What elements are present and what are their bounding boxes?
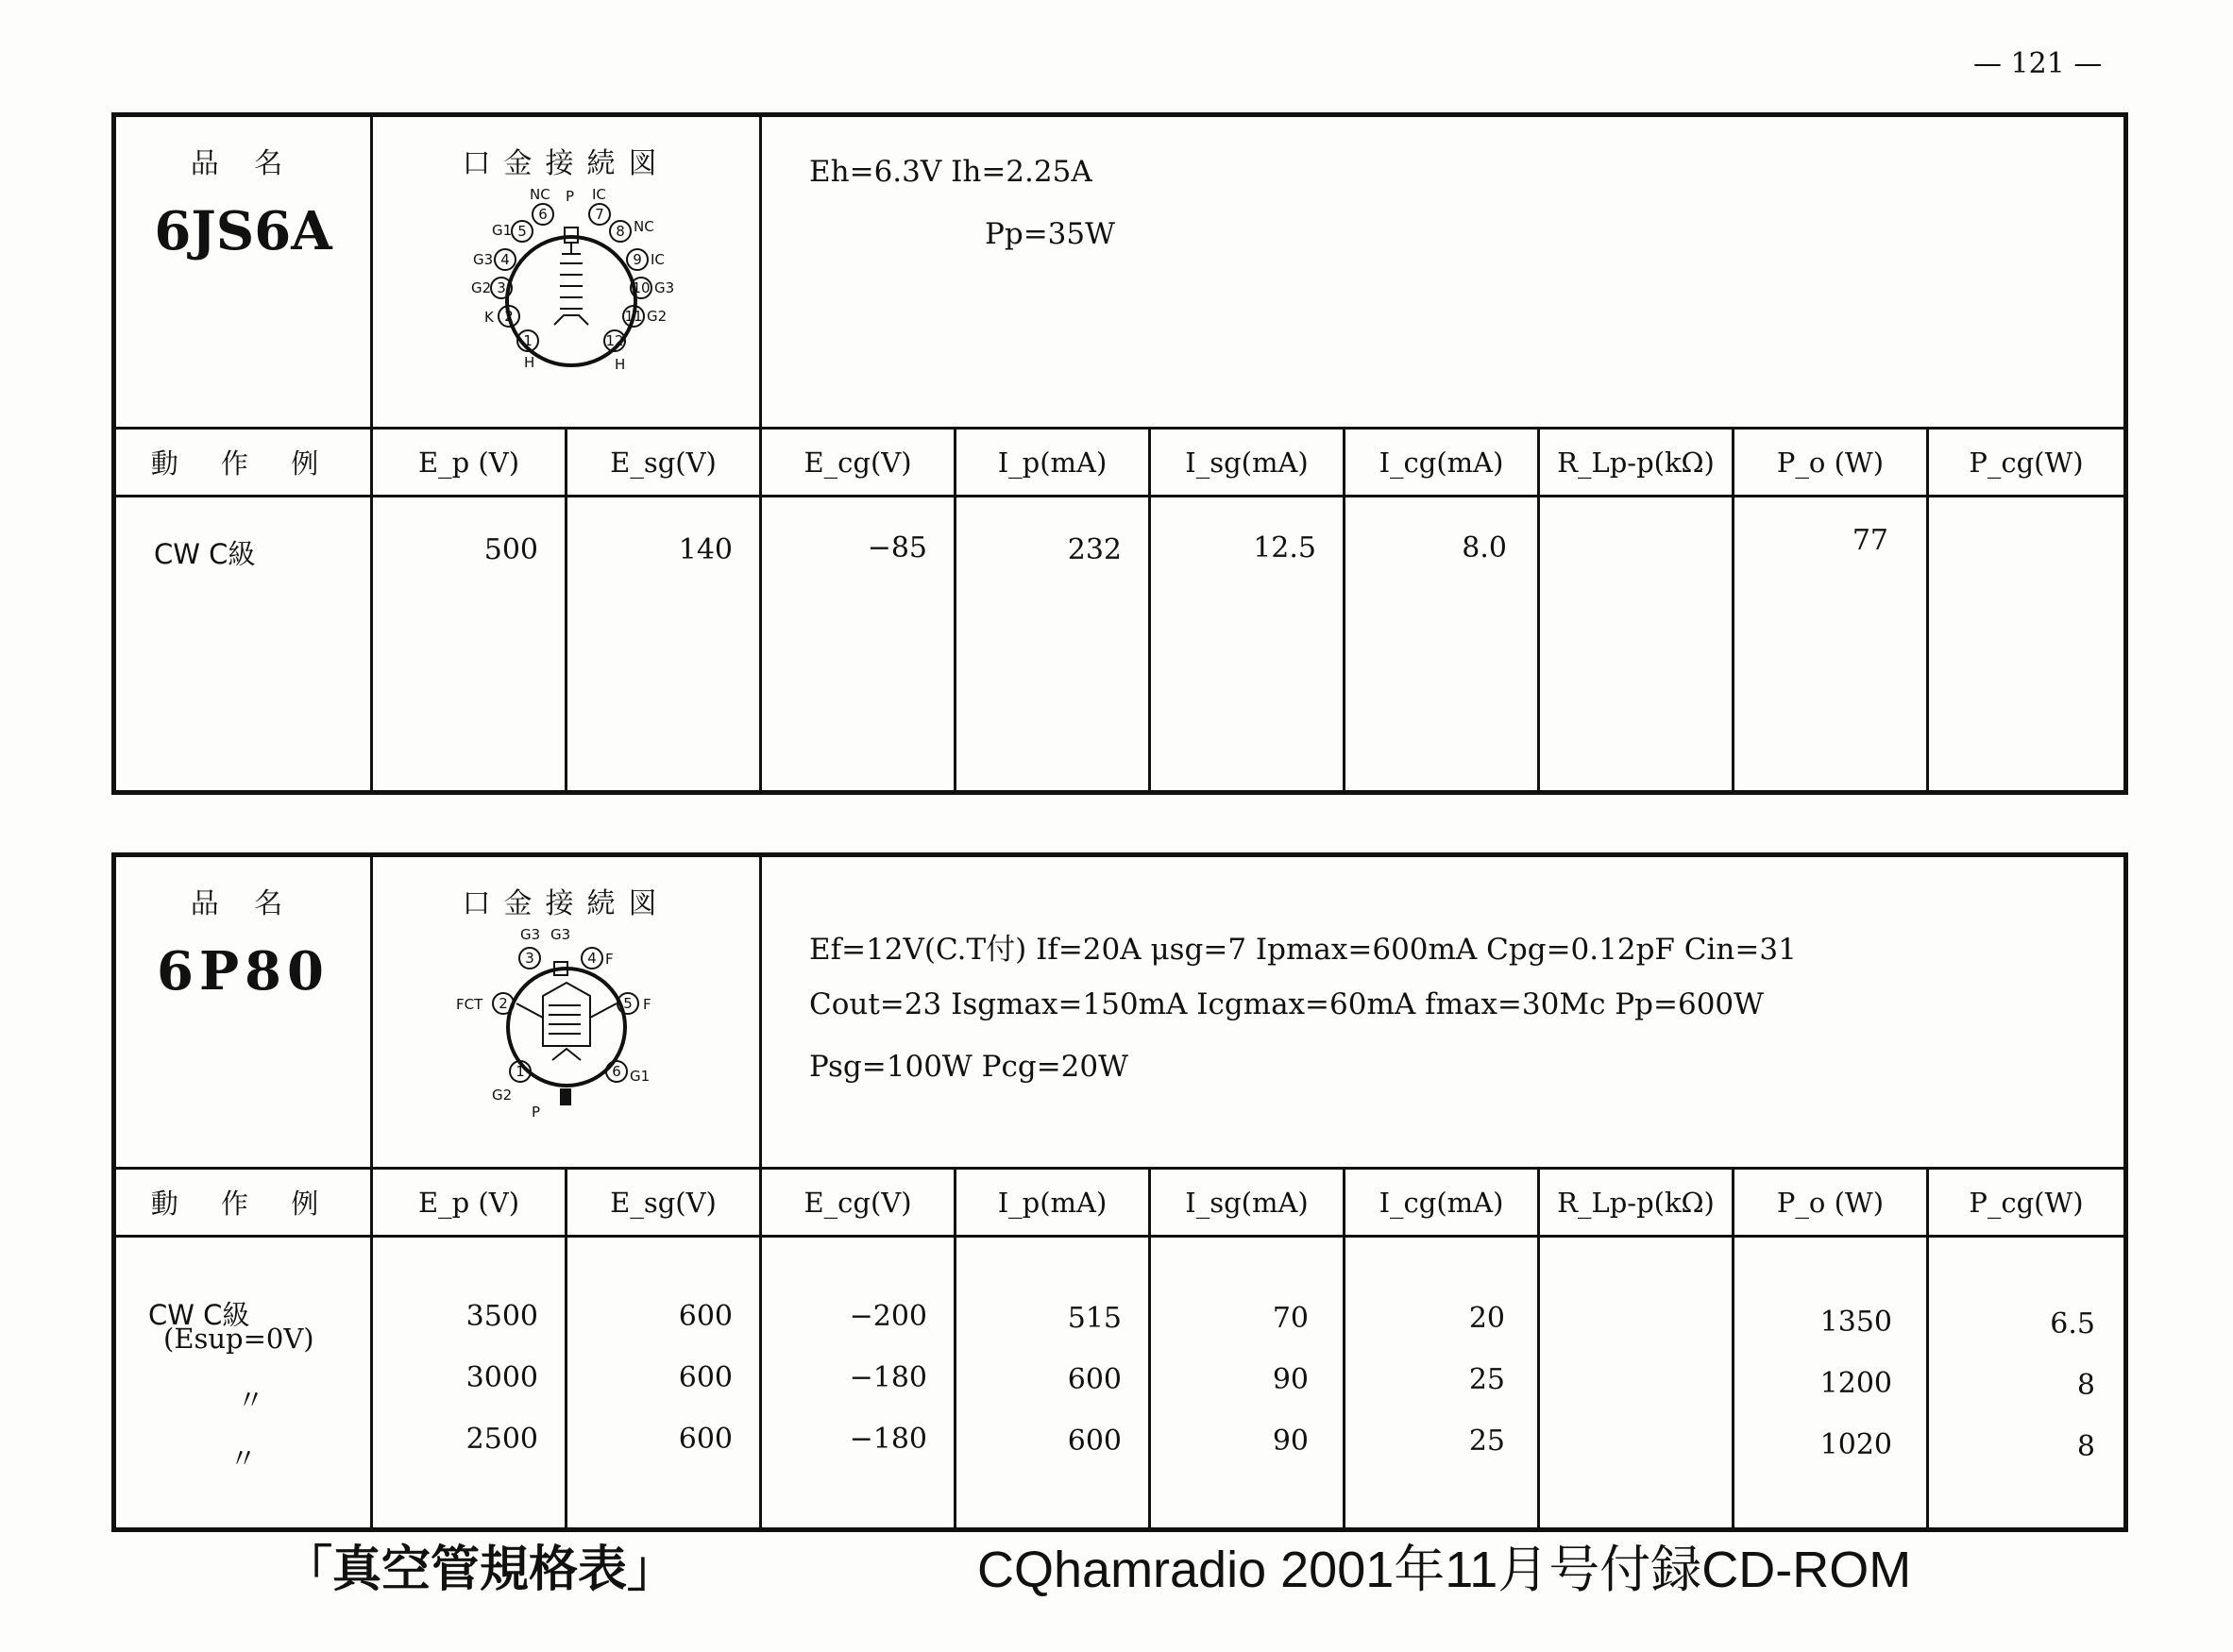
pin-label-p: P — [532, 1104, 541, 1121]
ditto-mark: 〃 — [237, 1384, 265, 1416]
col-ip — [956, 1238, 1151, 1527]
header-po: P_o (W) — [1734, 1170, 1929, 1238]
pin-2-number: 2 — [504, 308, 514, 325]
pin-5-number: 5 — [517, 223, 527, 240]
header-isg: I_sg(mA) — [1151, 1170, 1345, 1238]
spec-cell — [762, 857, 2123, 1170]
pin-1-number: 1 — [523, 332, 533, 349]
header-ecg: E_cg(V) — [762, 430, 956, 497]
col-icg — [1345, 497, 1540, 790]
spec-line-3: Psg=100W Pcg=20W — [809, 1050, 1128, 1084]
pin-label-nc: NC — [530, 188, 550, 203]
value-ecg: −180 — [849, 1361, 927, 1394]
pin-4-number: 4 — [500, 251, 510, 268]
col-rl — [1540, 497, 1734, 790]
name-label: 品 名 — [190, 147, 296, 180]
header-ecg: E_cg(V) — [762, 1170, 956, 1238]
base-diagram-cell — [373, 857, 762, 1170]
value-po: 1020 — [1819, 1428, 1892, 1461]
value-ep: 3500 — [465, 1300, 538, 1333]
value-icg: 20 — [1468, 1302, 1505, 1335]
pin-3-number: 3 — [525, 950, 534, 967]
value-pcg: 8 — [2076, 1430, 2095, 1463]
col-ip — [956, 497, 1151, 790]
col-ep — [373, 497, 567, 790]
col-pcg — [1929, 1238, 2123, 1527]
pin-label-g3: G3 — [473, 251, 494, 268]
value-ecg: −180 — [849, 1423, 927, 1456]
pin-label-k: K — [484, 309, 494, 326]
header-pcg: P_cg(W) — [1929, 1170, 2123, 1238]
col-po — [1734, 1238, 1929, 1527]
value-pcg: 6.5 — [2050, 1307, 2095, 1340]
header-esg: E_sg(V) — [567, 1170, 762, 1238]
name-cell — [116, 857, 373, 1170]
spec-line-1: Ef=12V(C.T付) If=20A μsg=7 Ipmax=600mA Cpg=0.12pF Cin=31 — [809, 933, 1797, 967]
pin-7-number: 7 — [595, 206, 604, 223]
col-icg — [1345, 1238, 1540, 1527]
col-pcg — [1929, 497, 2123, 790]
pin-label-g3: G3 — [654, 279, 675, 296]
value-ecg: −200 — [849, 1300, 927, 1333]
value-esg: 600 — [678, 1423, 733, 1456]
pin-12-number: 12 — [605, 332, 624, 349]
spec-line-2: Pp=35W — [985, 217, 1115, 251]
footer-source: CQhamradio 2001年11月号付録CD-ROM — [977, 1542, 1912, 1598]
tube-table-6p80 — [111, 852, 2128, 1532]
header-pcg: P_cg(W) — [1929, 430, 2123, 497]
tube-name: 6P80 — [156, 940, 330, 1003]
value-ip: 600 — [1067, 1363, 1122, 1396]
condition-cell — [116, 497, 373, 790]
pin-label-g3: G3 — [520, 928, 541, 943]
header-ip: I_p(mA) — [956, 1170, 1151, 1238]
pin-8-number: 8 — [616, 223, 625, 240]
pin-label-h: H — [524, 354, 535, 371]
pin-5-number: 5 — [623, 995, 633, 1012]
pin-label-g1: G1 — [630, 1068, 651, 1085]
pin-label-g2: G2 — [492, 1087, 513, 1104]
col-isg — [1151, 1238, 1345, 1527]
base-connection-diagram — [458, 188, 685, 414]
condition-cell — [116, 1238, 373, 1527]
header-icg: I_cg(mA) — [1345, 430, 1540, 497]
value-ep: 500 — [483, 533, 538, 566]
condition: CW C級 — [148, 1299, 250, 1331]
value-ep: 2500 — [465, 1423, 538, 1456]
value-po: 1200 — [1819, 1367, 1892, 1400]
pin-label-g2: G2 — [471, 279, 492, 296]
col-ecg — [762, 1238, 956, 1527]
footer-title: 「真空管規格表」 — [283, 1542, 677, 1598]
example-label: 動 作 例 — [116, 1170, 373, 1238]
pin-label-ic: IC — [651, 251, 665, 268]
ditto-mark: 〃 — [229, 1442, 258, 1475]
pin-label-ic: IC — [592, 188, 606, 203]
value-esg: 600 — [678, 1361, 733, 1394]
value-icg: 8.0 — [1462, 531, 1507, 565]
pin-6-number: 6 — [612, 1063, 621, 1080]
value-isg: 12.5 — [1253, 531, 1316, 565]
value-pcg: 8 — [2076, 1369, 2095, 1402]
pin-label-f: F — [605, 951, 614, 968]
spec-line-1: Eh=6.3V Ih=2.25A — [809, 155, 1092, 189]
value-ip: 515 — [1067, 1302, 1122, 1335]
pin-label-h: H — [615, 356, 626, 373]
name-label: 品 名 — [190, 887, 296, 920]
pin-3-number: 3 — [497, 279, 506, 296]
col-isg — [1151, 497, 1345, 790]
value-ep: 3000 — [465, 1361, 538, 1394]
base-diagram-cell — [373, 117, 762, 430]
value-po: 77 — [1852, 524, 1888, 557]
pin-11-number: 11 — [624, 308, 643, 325]
name-cell — [116, 117, 373, 430]
col-ep — [373, 1238, 567, 1527]
col-po — [1734, 497, 1929, 790]
header-ep: E_p (V) — [373, 1170, 567, 1238]
pin-2-number: 2 — [499, 995, 508, 1012]
condition: CW C級 — [154, 538, 256, 570]
value-isg: 70 — [1272, 1302, 1309, 1335]
value-po: 1350 — [1819, 1306, 1892, 1339]
value-icg: 25 — [1468, 1363, 1505, 1396]
tube-table-6js6a — [111, 112, 2128, 795]
pin-10-number: 10 — [632, 279, 651, 296]
pin-label-g1: G1 — [492, 222, 513, 239]
example-label: 動 作 例 — [116, 430, 373, 497]
pin-label-p: P — [566, 188, 575, 205]
condition-sub: (Esup=0V) — [163, 1323, 314, 1355]
tube-name: 6JS6A — [154, 200, 332, 262]
pin-6-number: 6 — [538, 206, 548, 223]
spec-line-2: Cout=23 Isgmax=150mA Icgmax=60mA fmax=30Mc Pp=600W — [809, 987, 1765, 1021]
pin-4-number: 4 — [587, 950, 597, 967]
value-esg: 140 — [678, 533, 733, 566]
pin-1-number: 1 — [516, 1063, 525, 1080]
value-ecg: −85 — [867, 531, 927, 565]
value-isg: 90 — [1272, 1363, 1309, 1396]
header-rl: R_Lp-p(kΩ) — [1540, 1170, 1734, 1238]
diagram-label: 口金接続図 — [462, 887, 670, 920]
value-isg: 90 — [1272, 1424, 1309, 1458]
diagram-label: 口金接続図 — [462, 147, 670, 180]
header-ep: E_p (V) — [373, 430, 567, 497]
header-icg: I_cg(mA) — [1345, 1170, 1540, 1238]
col-ecg — [762, 497, 956, 790]
value-esg: 600 — [678, 1300, 733, 1333]
pin-label-nc: NC — [634, 218, 654, 235]
value-icg: 25 — [1468, 1424, 1505, 1458]
page-number: — 121 — — [1973, 47, 2103, 80]
col-esg — [567, 497, 762, 790]
pin-9-number: 9 — [633, 251, 642, 268]
col-esg — [567, 1238, 762, 1527]
header-esg: E_sg(V) — [567, 430, 762, 497]
header-ip: I_p(mA) — [956, 430, 1151, 497]
header-rl: R_Lp-p(kΩ) — [1540, 430, 1734, 497]
spec-cell — [762, 117, 2123, 430]
pin-label-g3: G3 — [550, 928, 571, 943]
col-rl — [1540, 1238, 1734, 1527]
value-ip: 232 — [1067, 533, 1122, 566]
base-connection-diagram — [448, 928, 675, 1155]
pin-label-g2: G2 — [647, 308, 668, 325]
pin-label-f: F — [643, 996, 651, 1013]
header-po: P_o (W) — [1734, 430, 1929, 497]
pin-label-fct: FCT — [456, 996, 483, 1013]
header-isg: I_sg(mA) — [1151, 430, 1345, 497]
value-ip: 600 — [1067, 1424, 1122, 1458]
